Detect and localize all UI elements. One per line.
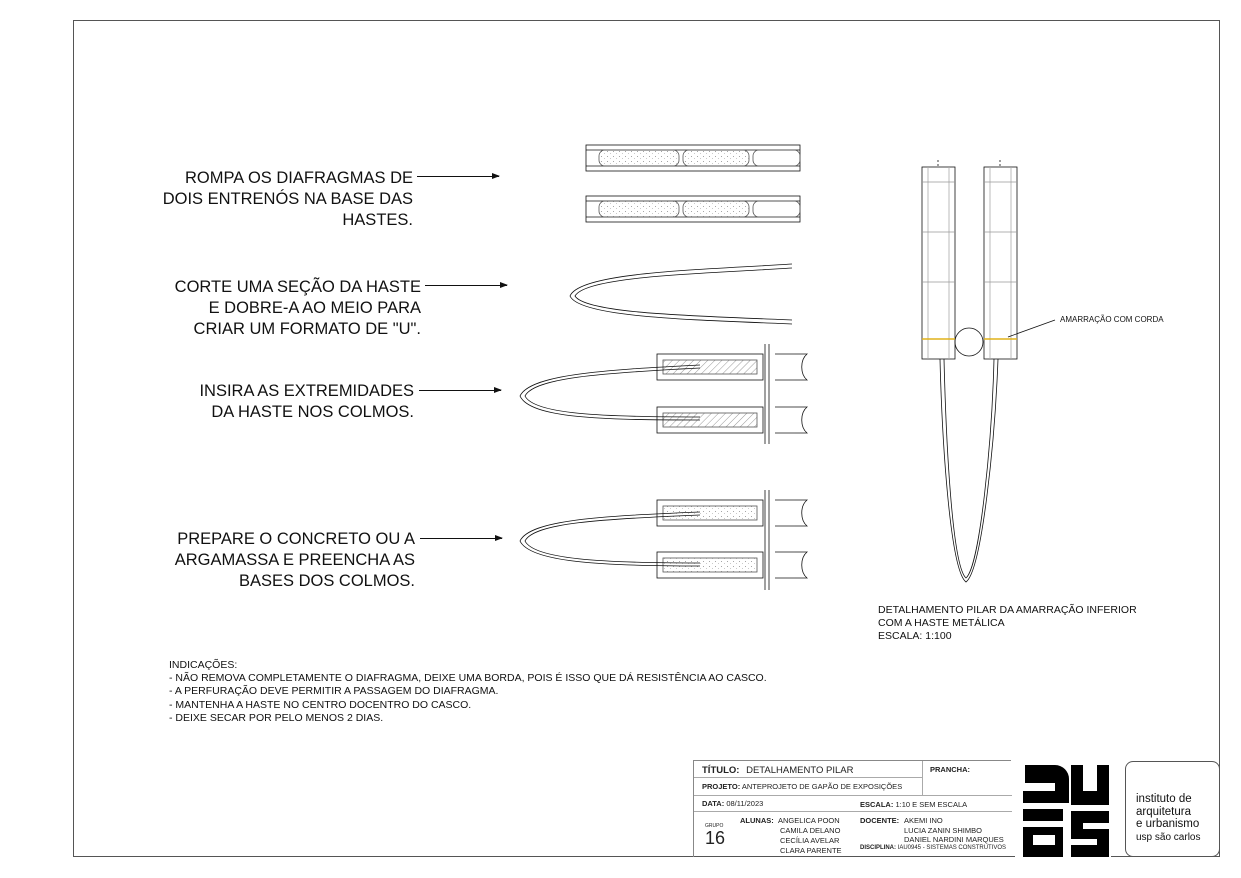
docentes-list xyxy=(904,816,1004,845)
step-1-line-3: HASTES. xyxy=(342,211,413,229)
disciplina-value: IAU0945 - SISTEMAS CONSTRUTIVOS xyxy=(897,845,1007,851)
step-4-line-2: ARGAMASSA E PREENCHA AS xyxy=(174,551,415,569)
detail-caption-scale: ESCALA: 1:100 xyxy=(878,630,952,642)
step-3-line-1: INSIRA AS EXTREMIDADES xyxy=(199,382,414,400)
step-1-line-1: ROMPA OS DIAFRAGMAS DE xyxy=(185,169,413,187)
aluna-name: CLARA PARENTE xyxy=(780,846,842,855)
note-item: - A PERFURAÇÃO DEVE PERMITIR A PASSAGEM DO DIAFRAGMA. xyxy=(169,685,499,698)
docente-name: DANIEL NARDINI MARQUES xyxy=(904,835,1004,844)
disciplina-label: DISCIPLINA: xyxy=(860,845,896,851)
projeto-label: PROJETO: xyxy=(702,782,741,791)
step-2-line-1: CORTE UMA SEÇÃO DA HASTE xyxy=(174,278,421,296)
step-4-line-1: PREPARE O CONCRETO OU A xyxy=(177,530,415,548)
projeto-row xyxy=(702,782,902,791)
notes-heading: INDICAÇÕES: xyxy=(169,659,238,671)
institution-box xyxy=(1125,761,1220,857)
aluna-name: ANGELICA POON xyxy=(778,816,840,825)
title-block xyxy=(693,760,1011,857)
detail-caption-line-2: COM A HASTE METÁLICA xyxy=(878,617,1005,629)
institution-line-2: arquitetura xyxy=(1136,805,1191,818)
step-2-line-3: CRIAR UM FORMATO DE "U". xyxy=(193,320,421,338)
disciplina-row xyxy=(860,845,1006,851)
note-item: - MANTENHA A HASTE NO CENTRO DOCENTRO DO CASCO. xyxy=(169,698,472,711)
step-1-line-2: DOIS ENTRENÓS NA BASE DAS xyxy=(162,190,413,208)
titulo-label: TÍTULO: xyxy=(702,765,740,776)
rope-callout: AMARRAÇÃO COM CORDA xyxy=(1060,315,1164,324)
detail-caption-line-1: DETALHAMENTO PILAR DA AMARRAÇÃO INFERIOR xyxy=(878,604,1137,616)
rod-inserted-assembly xyxy=(520,344,807,444)
prancha-label: PRANCHA: xyxy=(930,765,970,774)
note-item: - NÃO REMOVA COMPLETAMENTE O DIAFRAGMA, DEIXE UMA BORDA, POIS É ISSO QUE DÁ RESISTÊNCIA AO CASCO. xyxy=(169,672,767,685)
institution-line-3: e urbanismo xyxy=(1136,818,1200,830)
aluna-name: CAMILA DELANO xyxy=(780,826,841,835)
grupo-label: GRUPO xyxy=(705,823,724,829)
detail-caption xyxy=(878,604,1137,643)
docente-name: LUCIA ZANIN SHIMBO xyxy=(904,825,982,835)
titulo-row xyxy=(702,765,853,776)
data-label: DATA: xyxy=(702,799,725,808)
grupo-number: 16 xyxy=(705,828,726,848)
escala-row xyxy=(860,800,967,809)
escala-value: 1:10 E SEM ESCALA xyxy=(895,800,968,809)
docente-label: DOCENTE: xyxy=(860,816,900,825)
docente-name: AKEMI INO xyxy=(904,816,943,825)
note-item: - DEIXE SECAR POR PELO MENOS 2 DIAS. xyxy=(169,711,384,724)
data-row xyxy=(702,799,763,808)
institution-line-1: instituto de xyxy=(1136,793,1192,805)
aluna-name: CECÍLIA AVELAR xyxy=(780,836,840,845)
bamboo-section-top xyxy=(586,145,800,171)
pillar-elevation-detail xyxy=(922,160,1055,582)
projeto-value: ANTEPROJETO DE GAPÃO DE EXPOSIÇÕES xyxy=(741,782,903,791)
iau-logo xyxy=(1015,761,1111,857)
alunas-list xyxy=(778,816,842,856)
notes-block xyxy=(169,659,767,725)
step-4-line-3: BASES DOS COLMOS. xyxy=(238,572,415,590)
titulo-value: DETALHAMENTO PILAR xyxy=(746,765,854,776)
escala-label: ESCALA: xyxy=(860,800,894,809)
step-2-line-2: E DOBRE-A AO MEIO PARA xyxy=(208,299,421,317)
institution-line-4: usp são carlos xyxy=(1136,831,1201,843)
alunas-label: ALUNAS: xyxy=(740,816,774,825)
bamboo-section-bottom xyxy=(586,196,800,222)
step-3-line-2: DA HASTE NOS COLMOS. xyxy=(211,403,414,421)
u-shaped-rod xyxy=(570,264,792,324)
concrete-filled-assembly xyxy=(520,490,807,590)
data-value: 08/11/2023 xyxy=(726,799,764,808)
